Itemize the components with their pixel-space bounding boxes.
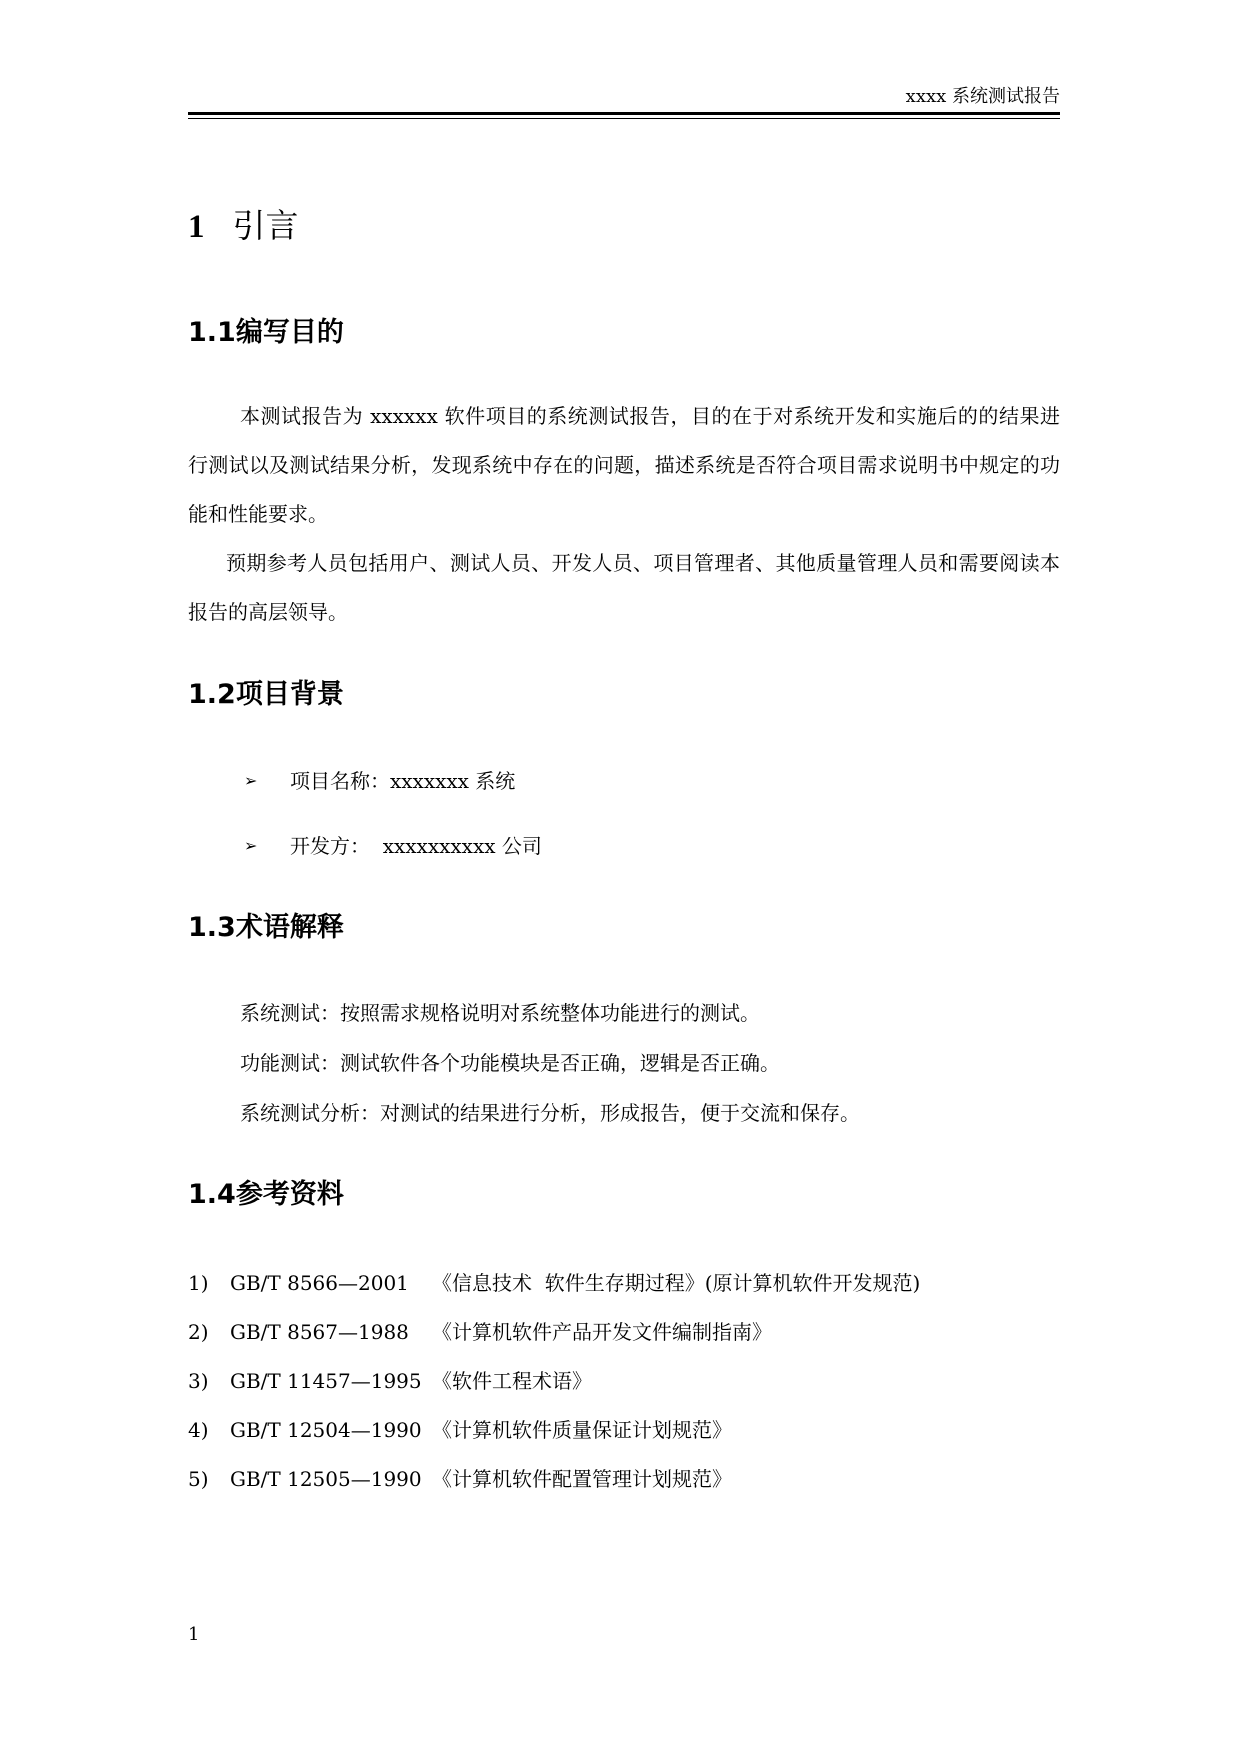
reference-index: 3) — [188, 1369, 209, 1393]
term-definition: 系统测试：按照需求规格说明对系统整体功能进行的测试。 — [240, 1001, 760, 1025]
project-name-text: 项目名称：xxxxxxx 系统 — [290, 769, 516, 793]
developer-text: 开发方： xxxxxxxxxx 公司 — [290, 834, 542, 858]
reference-index: 2) — [188, 1320, 209, 1344]
chapter-number: 1 — [188, 209, 205, 245]
chapter-heading — [188, 203, 299, 250]
reference-title: 《计算机软件质量保证计划规范》 — [432, 1418, 732, 1442]
reference-title: 《信息技术 软件生存期过程》(原计算机软件开发规范) — [432, 1271, 921, 1295]
section-heading-purpose: 1.1编写目的 — [188, 317, 344, 348]
reference-code: GB/T 12505—1990 — [230, 1467, 422, 1491]
section-heading-references: 1.4参考资料 — [188, 1179, 344, 1210]
reference-code: GB/T 8566—2001 — [230, 1271, 409, 1295]
background-item — [244, 831, 542, 861]
section-heading-background: 1.2项目背景 — [188, 679, 344, 710]
reference-code: GB/T 8567—1988 — [230, 1320, 409, 1344]
page-number: 1 — [188, 1624, 200, 1645]
purpose-paragraph-2: 预期参考人员包括用户、测试人员、开发人员、项目管理者、其他质量管理人员和需要阅读本报告的高层领导。 — [188, 551, 1060, 624]
term-definition: 功能测试：测试软件各个功能模块是否正确，逻辑是否正确。 — [240, 1051, 780, 1075]
purpose-paragraph-1: 本测试报告为 xxxxxx 软件项目的系统测试报告，目的在于对系统开发和实施后的的结果进行测试以及测试结果分析，发现系统中存在的问题，描述系统是否符合项目需求说明书中规定的功能和性能要求。 — [188, 404, 1060, 526]
header-rule-thick — [188, 112, 1060, 115]
reference-code: GB/T 11457—1995 — [230, 1369, 422, 1393]
arrow-bullet-icon: ➢ — [244, 836, 258, 855]
background-item — [244, 766, 515, 796]
reference-title: 《计算机软件产品开发文件编制指南》 — [432, 1320, 772, 1344]
section-heading-terms: 1.3术语解释 — [188, 912, 344, 943]
chapter-title: 引言 — [232, 206, 299, 245]
reference-code: GB/T 12504—1990 — [230, 1418, 422, 1442]
reference-index: 4) — [188, 1418, 209, 1442]
reference-title: 《软件工程术语》 — [432, 1369, 592, 1393]
arrow-bullet-icon: ➢ — [244, 771, 258, 790]
running-header: xxxx 系统测试报告 — [905, 86, 1060, 107]
reference-index: 5) — [188, 1467, 209, 1491]
header-rule-thin — [188, 118, 1060, 119]
reference-index: 1) — [188, 1271, 209, 1295]
term-definition: 系统测试分析：对测试的结果进行分析，形成报告，便于交流和保存。 — [240, 1101, 860, 1125]
reference-title: 《计算机软件配置管理计划规范》 — [432, 1467, 732, 1491]
